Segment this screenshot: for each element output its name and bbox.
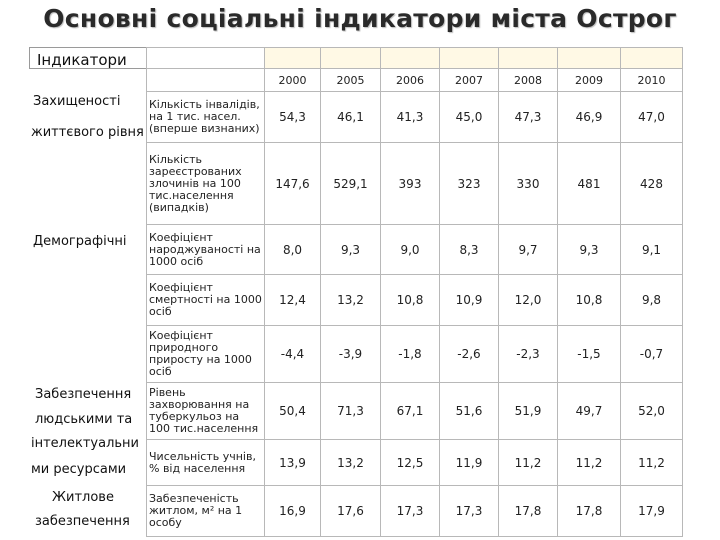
table-cell: 47,3 — [499, 92, 558, 143]
category-label: життєвого рівня — [31, 125, 144, 140]
year-header: 2009 — [558, 69, 621, 92]
table-cell: 9,3 — [321, 225, 381, 275]
category-label: інтелектуальни — [31, 436, 139, 451]
table-cell: 9,8 — [621, 275, 683, 326]
table-cell: -1,8 — [381, 326, 440, 383]
table-cell: 71,3 — [321, 383, 381, 440]
year-header: 2005 — [321, 69, 381, 92]
table-cell: 11,2 — [499, 440, 558, 486]
year-header: 2008 — [499, 69, 558, 92]
table-cell: -2,6 — [440, 326, 499, 383]
table-row — [147, 275, 683, 326]
page-title: Основні соціальні індикатори міста Острог — [43, 4, 677, 33]
table-cell: 9,0 — [381, 225, 440, 275]
indicator-description: Чисельність учнів, % від населення — [147, 440, 265, 486]
category-label: Захищеності — [33, 94, 121, 109]
table-cell: 12,0 — [499, 275, 558, 326]
year-header: 2010 — [621, 69, 683, 92]
table-cell: 11,2 — [621, 440, 683, 486]
table-cell: 11,9 — [440, 440, 499, 486]
table-cell: 8,0 — [265, 225, 321, 275]
table-cell: 50,4 — [265, 383, 321, 440]
table-cell: -1,5 — [558, 326, 621, 383]
table-cell: 11,2 — [558, 440, 621, 486]
table-cell: 13,2 — [321, 440, 381, 486]
table-cell: 12,4 — [265, 275, 321, 326]
table-cell: 10,8 — [558, 275, 621, 326]
table-cell: 147,6 — [265, 143, 321, 225]
year-header-row — [147, 69, 683, 92]
table-row — [147, 486, 683, 537]
year-header: 2006 — [381, 69, 440, 92]
table-cell: 17,6 — [321, 486, 381, 537]
table-cell: 9,7 — [499, 225, 558, 275]
table-row — [147, 383, 683, 440]
table-row — [147, 225, 683, 275]
indicator-description: Кількість інвалідів, на 1 тис. насел. (вперше визнаних) — [147, 92, 265, 143]
category-label: людськими та — [35, 412, 133, 427]
table-cell: 16,9 — [265, 486, 321, 537]
table-cell: 17,3 — [381, 486, 440, 537]
indicator-description: Коефіцієнт смертності на 1000 осіб — [147, 275, 265, 326]
table-cell: -3,9 — [321, 326, 381, 383]
table-cell: 12,5 — [381, 440, 440, 486]
indicators-header-cell — [29, 47, 148, 69]
indicator-description: Коефіцієнт природного приросту на 1000 осіб — [147, 326, 265, 383]
table-cell: -4,4 — [265, 326, 321, 383]
table-top-band — [147, 48, 683, 69]
table-cell: 17,9 — [621, 486, 683, 537]
table-row — [147, 92, 683, 143]
table-cell: 393 — [381, 143, 440, 225]
table-cell: 9,3 — [558, 225, 621, 275]
table-cell: 17,3 — [440, 486, 499, 537]
indicator-description: Кількість зареєстрованих злочинів на 100 тис.населення (випадків) — [147, 143, 265, 225]
year-header: 2007 — [440, 69, 499, 92]
table-cell: 52,0 — [621, 383, 683, 440]
category-label: Житлове — [52, 490, 114, 505]
table-cell: -0,7 — [621, 326, 683, 383]
table-cell: 9,1 — [621, 225, 683, 275]
table-cell: 46,9 — [558, 92, 621, 143]
year-header: 2000 — [265, 69, 321, 92]
table-cell: 13,9 — [265, 440, 321, 486]
indicator-description: Коефіцієнт народжуваності на 1000 осіб — [147, 225, 265, 275]
table-cell: 51,6 — [440, 383, 499, 440]
table-cell: 8,3 — [440, 225, 499, 275]
table-row — [147, 326, 683, 383]
table-cell: 46,1 — [321, 92, 381, 143]
table-cell: 10,8 — [381, 275, 440, 326]
indicators-table-wrapper — [146, 47, 682, 536]
category-label: забезпечення — [35, 514, 130, 529]
indicator-description: Забезпеченість житлом, м² на 1 особу — [147, 486, 265, 537]
category-label: ми ресурсами — [31, 462, 127, 477]
table-cell: 17,8 — [558, 486, 621, 537]
table-cell: 481 — [558, 143, 621, 225]
table-cell: 13,2 — [321, 275, 381, 326]
table-cell: 41,3 — [381, 92, 440, 143]
table-cell: 49,7 — [558, 383, 621, 440]
table-cell: 67,1 — [381, 383, 440, 440]
table-cell: 47,0 — [621, 92, 683, 143]
table-cell: 17,8 — [499, 486, 558, 537]
table-cell: 529,1 — [321, 143, 381, 225]
indicator-description: Рівень захворювання на туберкульоз на 100 тис.населення — [147, 383, 265, 440]
table-cell: 323 — [440, 143, 499, 225]
table-cell: 10,9 — [440, 275, 499, 326]
table-cell: 51,9 — [499, 383, 558, 440]
table-row — [147, 143, 683, 225]
indicators-header-label: Індикатори — [37, 51, 127, 69]
table-cell: -2,3 — [499, 326, 558, 383]
table-cell: 330 — [499, 143, 558, 225]
table-cell: 54,3 — [265, 92, 321, 143]
indicators-table — [146, 47, 683, 537]
table-row — [147, 440, 683, 486]
category-label: Демографічні — [33, 234, 127, 249]
category-label: Забезпечення — [35, 387, 132, 402]
table-cell: 428 — [621, 143, 683, 225]
table-cell: 45,0 — [440, 92, 499, 143]
